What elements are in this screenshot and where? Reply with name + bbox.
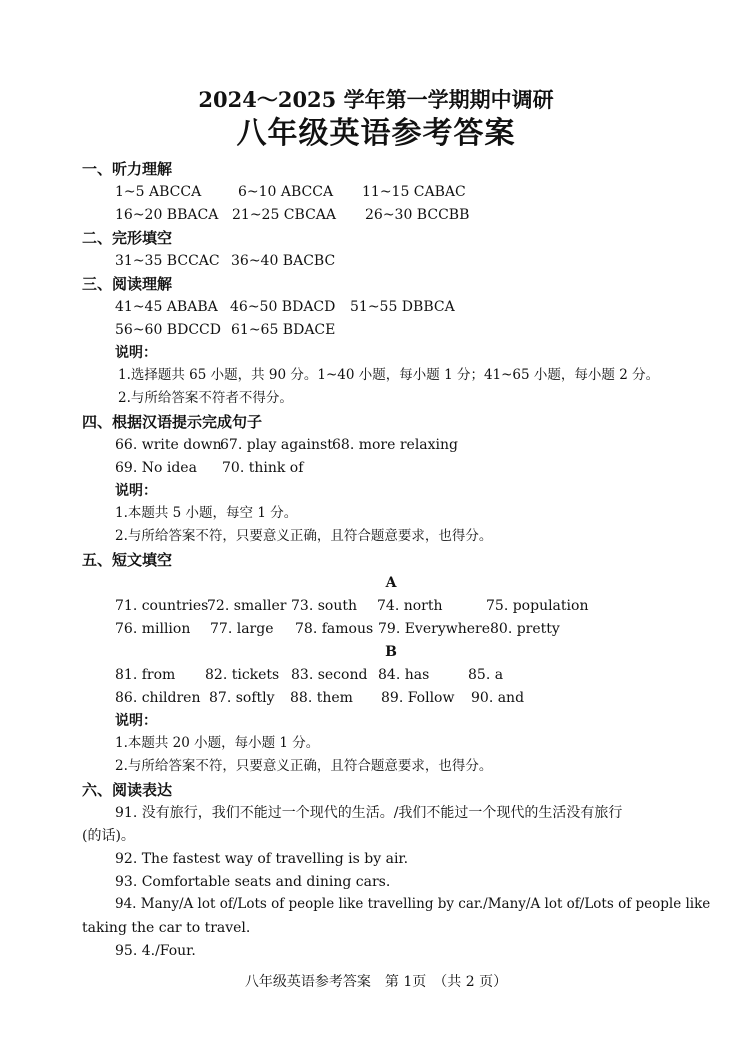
answer-91-line2: (的话)。 (82, 828, 135, 844)
answer-group: 56~60 BDCCD (115, 322, 221, 338)
note-line: 2.与所给答案不符，只要意义正确，且符合题意要求，也得分。 (115, 758, 493, 774)
answer-94-line1: 94. Many/A lot of/Lots of people like travelling by car./Many/A lot of/Lots of people like (115, 896, 711, 912)
answer-item: 83. second (291, 667, 368, 683)
note-line: 1.本题共 5 小题，每空 1 分。 (115, 505, 298, 521)
passage-label-b: B (385, 644, 397, 660)
answer-item: 78. famous (295, 621, 374, 637)
answer-group: 36~40 BACBC (231, 253, 336, 269)
answer-group: 16~20 BBACA (115, 207, 219, 223)
answer-item: 90. and (471, 690, 525, 706)
answer-item: 86. children (115, 690, 201, 706)
answer-group: 6~10 ABCCA (238, 184, 334, 200)
answer-group: 41~45 ABABA (115, 299, 218, 315)
answer-group: 46~50 BDACD (230, 299, 336, 315)
note-heading: 说明： (115, 713, 157, 729)
note-line: 2.与所给答案不符，只要意义正确，且符合题意要求，也得分。 (115, 528, 493, 544)
answer-group: 26~30 BCCBB (365, 207, 470, 223)
answer-item: 77. large (210, 621, 274, 637)
answer-item: 88. them (290, 690, 353, 706)
section-heading-passage-fill: 五、短文填空 (82, 551, 173, 569)
answer-item: 82. tickets (205, 667, 280, 683)
answer-item: 85. a (468, 667, 504, 683)
answer-item: 84. has (378, 667, 430, 683)
note-heading: 说明： (115, 345, 157, 361)
answer-item: 79. Everywhere (378, 621, 490, 637)
note-line: 1.选择题共 65 小题，共 90 分。1~40 小题，每小题 1 分；41~65 小题，每小题 2 分。 (118, 367, 660, 383)
answer-group: 31~35 BCCAC (115, 253, 220, 269)
page-subtitle: 八年级英语参考答案 (236, 116, 516, 151)
section-heading-reading-expression: 六、阅读表达 (82, 781, 173, 799)
page-footer: 八年级英语参考答案 第 1页 （共 2 页） (244, 974, 508, 990)
answer-group: 21~25 CBCAA (232, 207, 337, 223)
section-heading-reading: 三、阅读理解 (82, 275, 173, 293)
passage-label-a: A (385, 575, 397, 591)
answer-item: 89. Follow (381, 690, 455, 706)
answer-group: 1~5 ABCCA (115, 184, 202, 200)
section-heading-cloze: 二、完形填空 (82, 229, 173, 247)
answer-item: 73. south (291, 598, 357, 614)
note-heading: 说明： (115, 483, 157, 499)
section-heading-listening: 一、听力理解 (82, 160, 173, 178)
answer-item: 67. play against (220, 437, 333, 453)
answer-item: 69. No idea (115, 460, 197, 476)
answer-item: 66. write down (115, 437, 222, 453)
answer-item: 70. think of (222, 460, 304, 476)
answer-item: 72. smaller (207, 598, 287, 614)
answer-91-line1: 91. 没有旅行，我们不能过一个现代的生活。/我们不能过一个现代的生活没有旅行 (115, 805, 623, 821)
section-heading-sentence: 四、根据汉语提示完成句子 (82, 413, 263, 431)
answer-item: 87. softly (209, 690, 275, 706)
answer-item: 68. more relaxing (332, 437, 458, 453)
answer-94-line2: taking the car to travel. (82, 920, 251, 936)
answer-item: 75. population (486, 598, 589, 614)
answer-group: 61~65 BDACE (231, 322, 336, 338)
answer-group: 51~55 DBBCA (350, 299, 455, 315)
note-line: 2.与所给答案不符者不得分。 (118, 390, 293, 406)
answer-item: 80. pretty (490, 621, 560, 637)
answer-95: 95. 4./Four. (115, 943, 196, 959)
answer-item: 71. countries (115, 598, 209, 614)
note-line: 1.本题共 20 小题，每小题 1 分。 (115, 735, 320, 751)
answer-92: 92. The fastest way of travelling is by air. (115, 851, 409, 867)
answer-93: 93. Comfortable seats and dining cars. (115, 874, 391, 890)
answer-group: 11~15 CABAC (362, 184, 466, 200)
page-title: 2024～2025 学年第一学期期中调研 (198, 87, 554, 112)
answer-item: 74. north (377, 598, 443, 614)
answer-item: 81. from (115, 667, 176, 683)
answer-item: 76. million (115, 621, 191, 637)
